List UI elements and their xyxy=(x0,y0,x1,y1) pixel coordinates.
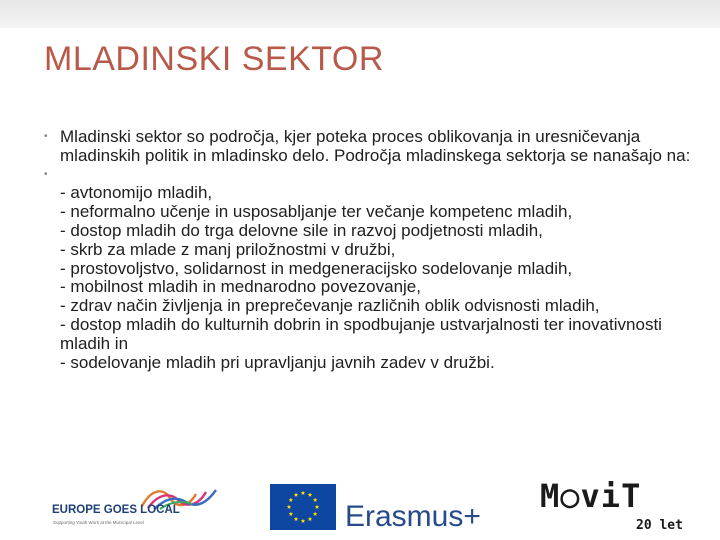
slide-title: MLADINSKI SEKTOR xyxy=(44,40,384,78)
bullet-icon: • xyxy=(44,131,48,142)
movit-anniversary: 20 let xyxy=(636,518,683,533)
ego-name: EUROPE GOES LOCAL xyxy=(52,504,180,516)
bullet-item xyxy=(44,128,694,166)
logo-strip xyxy=(0,470,720,540)
list-item: - sodelovanje mladih pri upravljanju javnih zadev v družbi. xyxy=(60,352,495,372)
movit-logo xyxy=(540,478,690,538)
list-item: - prostovoljstvo, solidarnost in medgeneracijsko sodelovanje mladih, xyxy=(60,258,573,278)
list-item: - mobilnost mladih in mednarodno povezovanje, xyxy=(60,277,421,297)
slide-body xyxy=(44,128,694,372)
erasmus-plus-wordmark: Erasmus+ xyxy=(345,500,481,533)
bullet-icon: • xyxy=(44,168,48,180)
list-item: - dostop mladih do trga delovne sile in razvoj podjetnosti mladih, xyxy=(60,220,543,240)
bullet-text: Mladinski sektor so področja, kjer poteka proces oblikovanja in uresničevanja mladinskih politik in mladinsko delo. Področja mladinskega sektorja se nanašajo na: xyxy=(60,127,691,165)
sector-list xyxy=(60,166,694,373)
list-item: - zdrav način življenja in preprečevanje različnih oblik odvisnosti mladih, xyxy=(60,296,600,316)
list-item: - avtonomijo mladih, xyxy=(60,183,213,203)
ego-tagline: Supporting Youth Work at the Municipal Level xyxy=(53,520,144,525)
europe-goes-local-logo xyxy=(52,484,212,528)
list-item: - neformalno učenje in usposabljanje ter večanje kompetenc mladih, xyxy=(60,202,573,222)
bullet-item xyxy=(44,166,694,373)
list-item: - skrb za mlade z manj priložnostmi v družbi, xyxy=(60,239,396,259)
list-item: - dostop mladih do kulturnih dobrin in spodbujanje ustvarjalnosti ter inovativnosti mladih in xyxy=(60,314,662,353)
movit-wordmark: M○viT xyxy=(540,477,642,515)
top-band xyxy=(0,0,720,28)
eu-flag-icon xyxy=(270,484,336,530)
